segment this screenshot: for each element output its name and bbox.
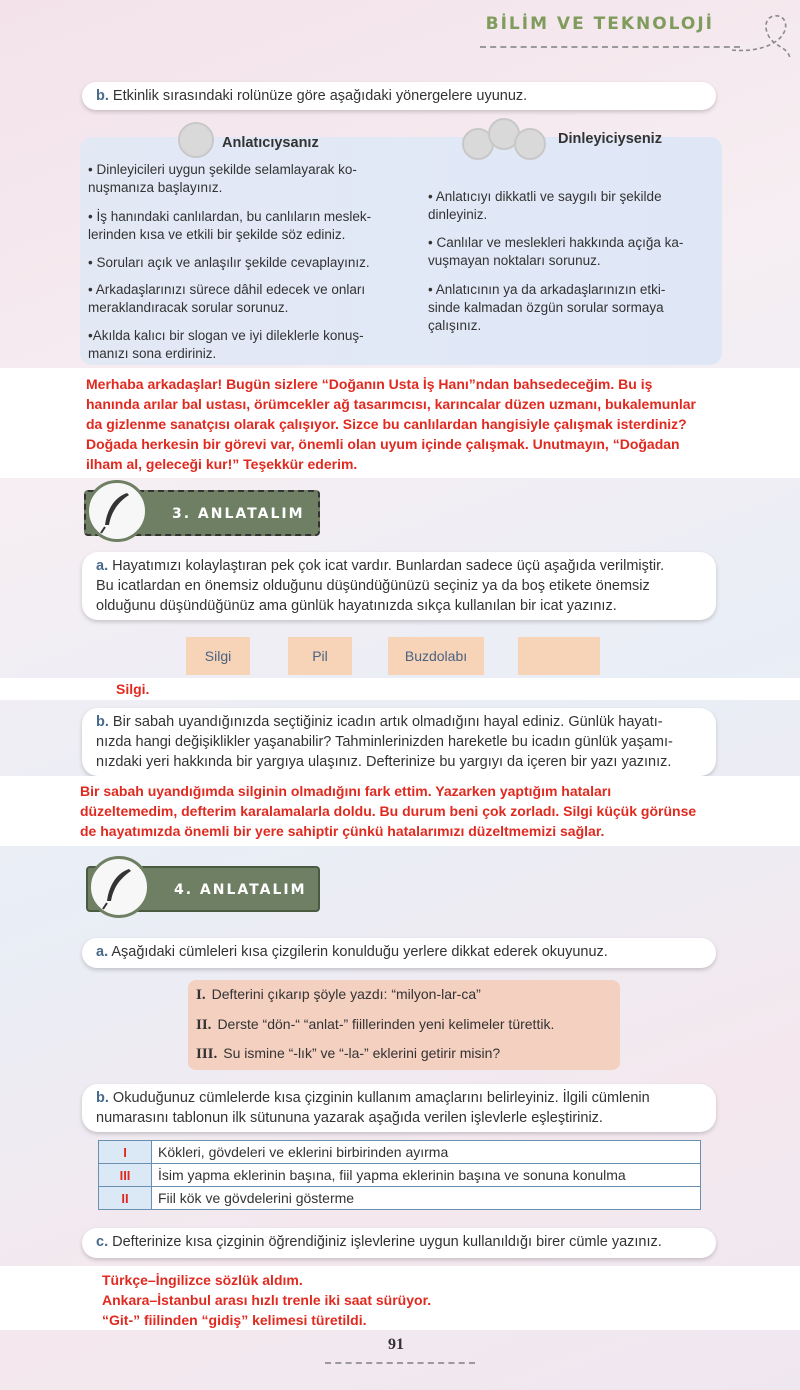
- example-sentence: III. Su ismine “-lık” ve “-la-” eklerini getirir misin?: [196, 1045, 501, 1062]
- swirl-decoration-icon: [730, 8, 792, 64]
- answer-3a: Silgi.: [116, 681, 150, 697]
- narrator-item: •Akılda kalıcı bir slogan ve iyi dileklerle konuş- manızı sona erdiriniz.: [88, 328, 364, 361]
- table-cell-number: II: [99, 1187, 152, 1210]
- listener-avatar-icon: [514, 128, 546, 160]
- table-cell-number: I: [99, 1141, 152, 1164]
- example-sentence: II. Derste “dön-“ “anlat-” fiillerinden yeni kelimeler türettik.: [196, 1016, 555, 1033]
- listener-item: • Anlatıcının ya da arkadaşlarınızın etki- sinde kalmadan özgün sorular sormaya çalışınız.: [428, 282, 666, 333]
- feather-icon: [91, 859, 147, 915]
- table-cell-description: Fiil kök ve gövdelerini gösterme: [152, 1187, 701, 1210]
- feather-icon: [89, 483, 145, 539]
- section-3-title: 3. ANLATALIM: [172, 506, 305, 522]
- quill-badge: [88, 856, 150, 918]
- quill-badge: [86, 480, 148, 542]
- narrator-avatar-icon: [178, 122, 214, 158]
- section-4-title: 4. ANLATALIM: [174, 882, 307, 898]
- header-title: BİLİM VE TEKNOLOJİ: [485, 14, 714, 34]
- listener-item: • Canlılar ve meslekleri hakkında açığa ka- vuşmayan noktaları sorunuz.: [428, 235, 684, 268]
- table-cell-number: III: [99, 1164, 152, 1187]
- table-row: [99, 1141, 701, 1164]
- header-dashed-line: [480, 46, 740, 48]
- narrator-item: • Arkadaşlarınızı sürece dâhil edecek ve onları meraklandıracak sorular sorunuz.: [88, 282, 366, 315]
- item-letter: b.: [96, 88, 109, 104]
- narrator-item: • İş hanındaki canlılardan, bu canlıların meslek- lerinden kısa ve etkili bir şekilde söz ediniz.: [88, 209, 372, 242]
- example-sentence: I. Defterini çıkarıp şöyle yazdı: “milyon-lar-ca”: [196, 986, 481, 1003]
- narrator-item: • Dinleyicileri uygun şekilde selamlayarak ko- nuşmanıza başlayınız.: [88, 162, 357, 195]
- page-number: 91: [388, 1336, 404, 1353]
- section-4b-instruction: b. Okuduğunuz cümlelerde kısa çizginin kullanım amaçlarını belirleyiniz. İlgili cümlenin numarasını tablonun ilk sütununa yazarak aşağıda verilen işlevlerle eşleştiriniz.: [82, 1084, 716, 1132]
- narrator-item: • Soruları açık ve anlaşılır şekilde cevaplayınız.: [88, 255, 370, 270]
- table-row: [99, 1187, 701, 1210]
- instruction-text: Etkinlik sırasındaki rolünüze göre aşağıdaki yönergelere uyunuz.: [112, 88, 528, 104]
- answer-3b: Bir sabah uyandığımda silginin olmadığını fark ettim. Yazarken yaptığım hataları düzeltemedim, defterim karalamalarla doldu. Bu durum beni çok zorladı. Silgi küçük görünse de hayatımızda önemli bir yere sahiptir çünkü hatalarımızı düzeltmemizi sağlar.: [80, 783, 697, 839]
- table-cell-description: İsim yapma eklerinin başına, fiil yapma eklerinin başına ve sonuna konulma: [152, 1164, 701, 1187]
- option-tag-silgi: Silgi: [186, 637, 250, 675]
- section-4c-instruction: c. Defterinize kısa çizginin öğrendiğiniz işlevlerine uygun kullanıldığı birer cümle yazınız.: [82, 1228, 716, 1258]
- section-3a-instruction: a. Hayatımızı kolaylaştıran pek çok icat vardır. Bunlardan sadece üçü aşağıda verilmiştir. Bu icatlardan en önemsiz olduğunu düşündüğünüzü seçiniz ya da boş etikete önemsiz olduğunu düşündüğünüz ama günlük hayatınızda sıkça kullanılan bir icat yazınız.: [82, 552, 716, 620]
- listener-item: • Anlatıcıyı dikkatli ve saygılı bir şekilde dinleyiniz.: [428, 189, 662, 222]
- answer-4c: Türkçe–İngilizce sözlük aldım. Ankara–İstanbul arası hızlı trenle iki saat sürüyor. “Git-” fiilinden “gidiş” kelimesi türetildi.: [102, 1272, 432, 1328]
- option-tag-empty: [518, 637, 600, 675]
- function-matching-table: [98, 1140, 701, 1210]
- narrator-heading: Anlatıcıysanız: [222, 135, 319, 151]
- role-instruction-bar: [82, 82, 716, 110]
- answer-speech: Merhaba arkadaşlar! Bugün sizlere “Doğanın Usta İş Hanı”ndan bahsedeceğim. Bu iş hanında arılar bal ustası, örümcekler ağ tasarımcısı, karıncalar düzen uzmanı, bukalemunlar da gizlenme sanatçısı olarak çalışıyor. Sizce bu canlılardan hangisiyle çalışmak isterdiniz? Doğada herkesin bir görevi var, önemli olan uyum içinde çalışmak. Unutmayın, “Doğadan ilham al, geleceği kur!” Teşekkür ederim.: [86, 376, 697, 472]
- section-3b-instruction: b. Bir sabah uyandığınızda seçtiğiniz icadın artık olmadığını hayal ediniz. Günlük hayatı- nızda hangi değişiklikler yaşanabilir? Tahminlerinizden hareketle bu icadın günlük yaşamı- nızdaki yeri hakkında bir yargıya ulaşınız. Defterinize bu yargıyı da içeren bir yazı yazınız.: [82, 708, 716, 776]
- table-row: [99, 1164, 701, 1187]
- page-number-dashed-line: [325, 1362, 475, 1364]
- section-4a-instruction: a. Aşağıdaki cümleleri kısa çizgilerin konulduğu yerlere dikkat ederek okuyunuz.: [82, 938, 716, 968]
- option-tag-pil: Pil: [288, 637, 352, 675]
- table-cell-description: Kökleri, gövdeleri ve eklerini birbirinden ayırma: [152, 1141, 701, 1164]
- option-tag-buzdolabi: Buzdolabı: [388, 637, 484, 675]
- listener-heading: Dinleyiciyseniz: [558, 131, 662, 147]
